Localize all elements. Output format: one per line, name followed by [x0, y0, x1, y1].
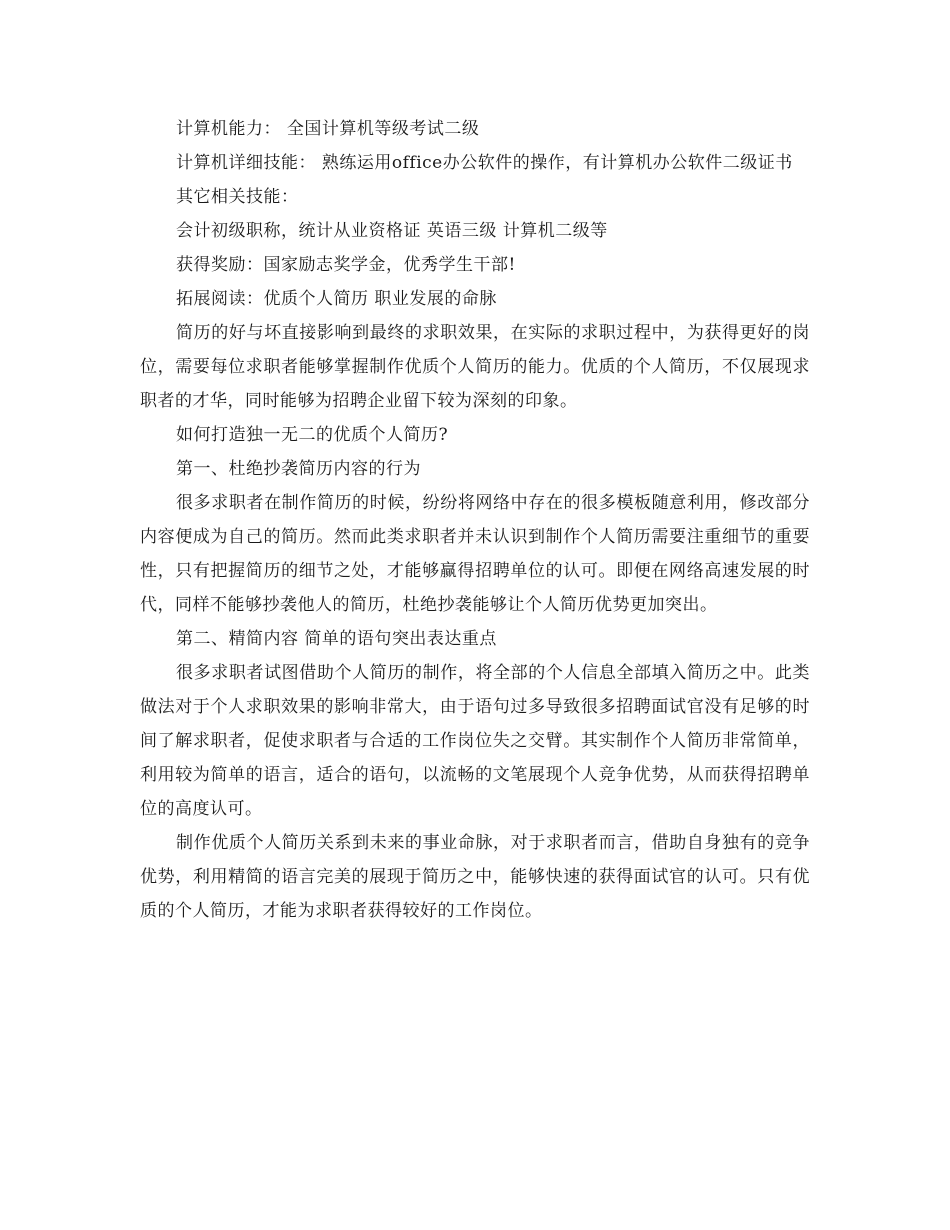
document-body — [140, 112, 810, 928]
paragraph-point-one-heading: 第一、杜绝抄袭简历内容的行为 — [176, 459, 421, 479]
paragraph-point-two-heading: 第二、精简内容 简单的语句突出表达重点 — [176, 629, 497, 649]
paragraph-how-to-heading: 如何打造独一无二的优质个人简历? — [176, 425, 449, 445]
paragraph-extended-reading: 拓展阅读：优质个人简历 职业发展的命脉 — [176, 289, 497, 309]
paragraph-resume-importance: 简历的好与坏直接影响到最终的求职效果，在实际的求职过程中，为获得更好的岗位，需要每位求职者能够掌握制作优质个人简历的能力。优质的个人简历，不仅展现求职者的才华，同时能够为招聘企业留下较为深刻的印象。 — [140, 323, 810, 411]
paragraph-conclusion: 制作优质个人简历关系到未来的事业命脉，对于求职者而言，借助自身独有的竞争优势，利用精简的语言完美的展现于简历之中，能够快速的获得面试官的认可。只有优质的个人简历，才能为求职者获得较好的工作岗位。 — [140, 833, 810, 921]
paragraph-computer-ability: 计算机能力： 全国计算机等级考试二级 — [176, 119, 480, 139]
paragraph-point-one-body: 很多求职者在制作简历的时候，纷纷将网络中存在的很多模板随意利用，修改部分内容便成为自己的简历。然而此类求职者并未认识到制作个人简历需要注重细节的重要性，只有把握简历的细节之处，才能够赢得招聘单位的认可。即便在网络高速发展的时代，同样不能够抄袭他人的简历，杜绝抄袭能够让个人简历优势更加突出。 — [140, 493, 810, 615]
paragraph-other-skills: 会计初级职称，统计从业资格证 英语三级 计算机二级等 — [176, 221, 608, 241]
paragraph-awards: 获得奖励：国家励志奖学金，优秀学生干部! — [176, 255, 516, 275]
paragraph-computer-skills: 计算机详细技能： 熟练运用office办公软件的操作，有计算机办公软件二级证书 — [176, 153, 793, 173]
paragraph-point-two-body: 很多求职者试图借助个人简历的制作，将全部的个人信息全部填入简历之中。此类做法对于个人求职效果的影响非常大，由于语句过多导致很多招聘面试官没有足够的时间了解求职者，促使求职者与合适的工作岗位失之交臂。其实制作个人简历非常简单，利用较为简单的语言，适合的语句，以流畅的文笔展现个人竞争优势，从而获得招聘单位的高度认可。 — [140, 663, 810, 819]
paragraph-other-skills-heading: 其它相关技能： — [176, 187, 299, 207]
